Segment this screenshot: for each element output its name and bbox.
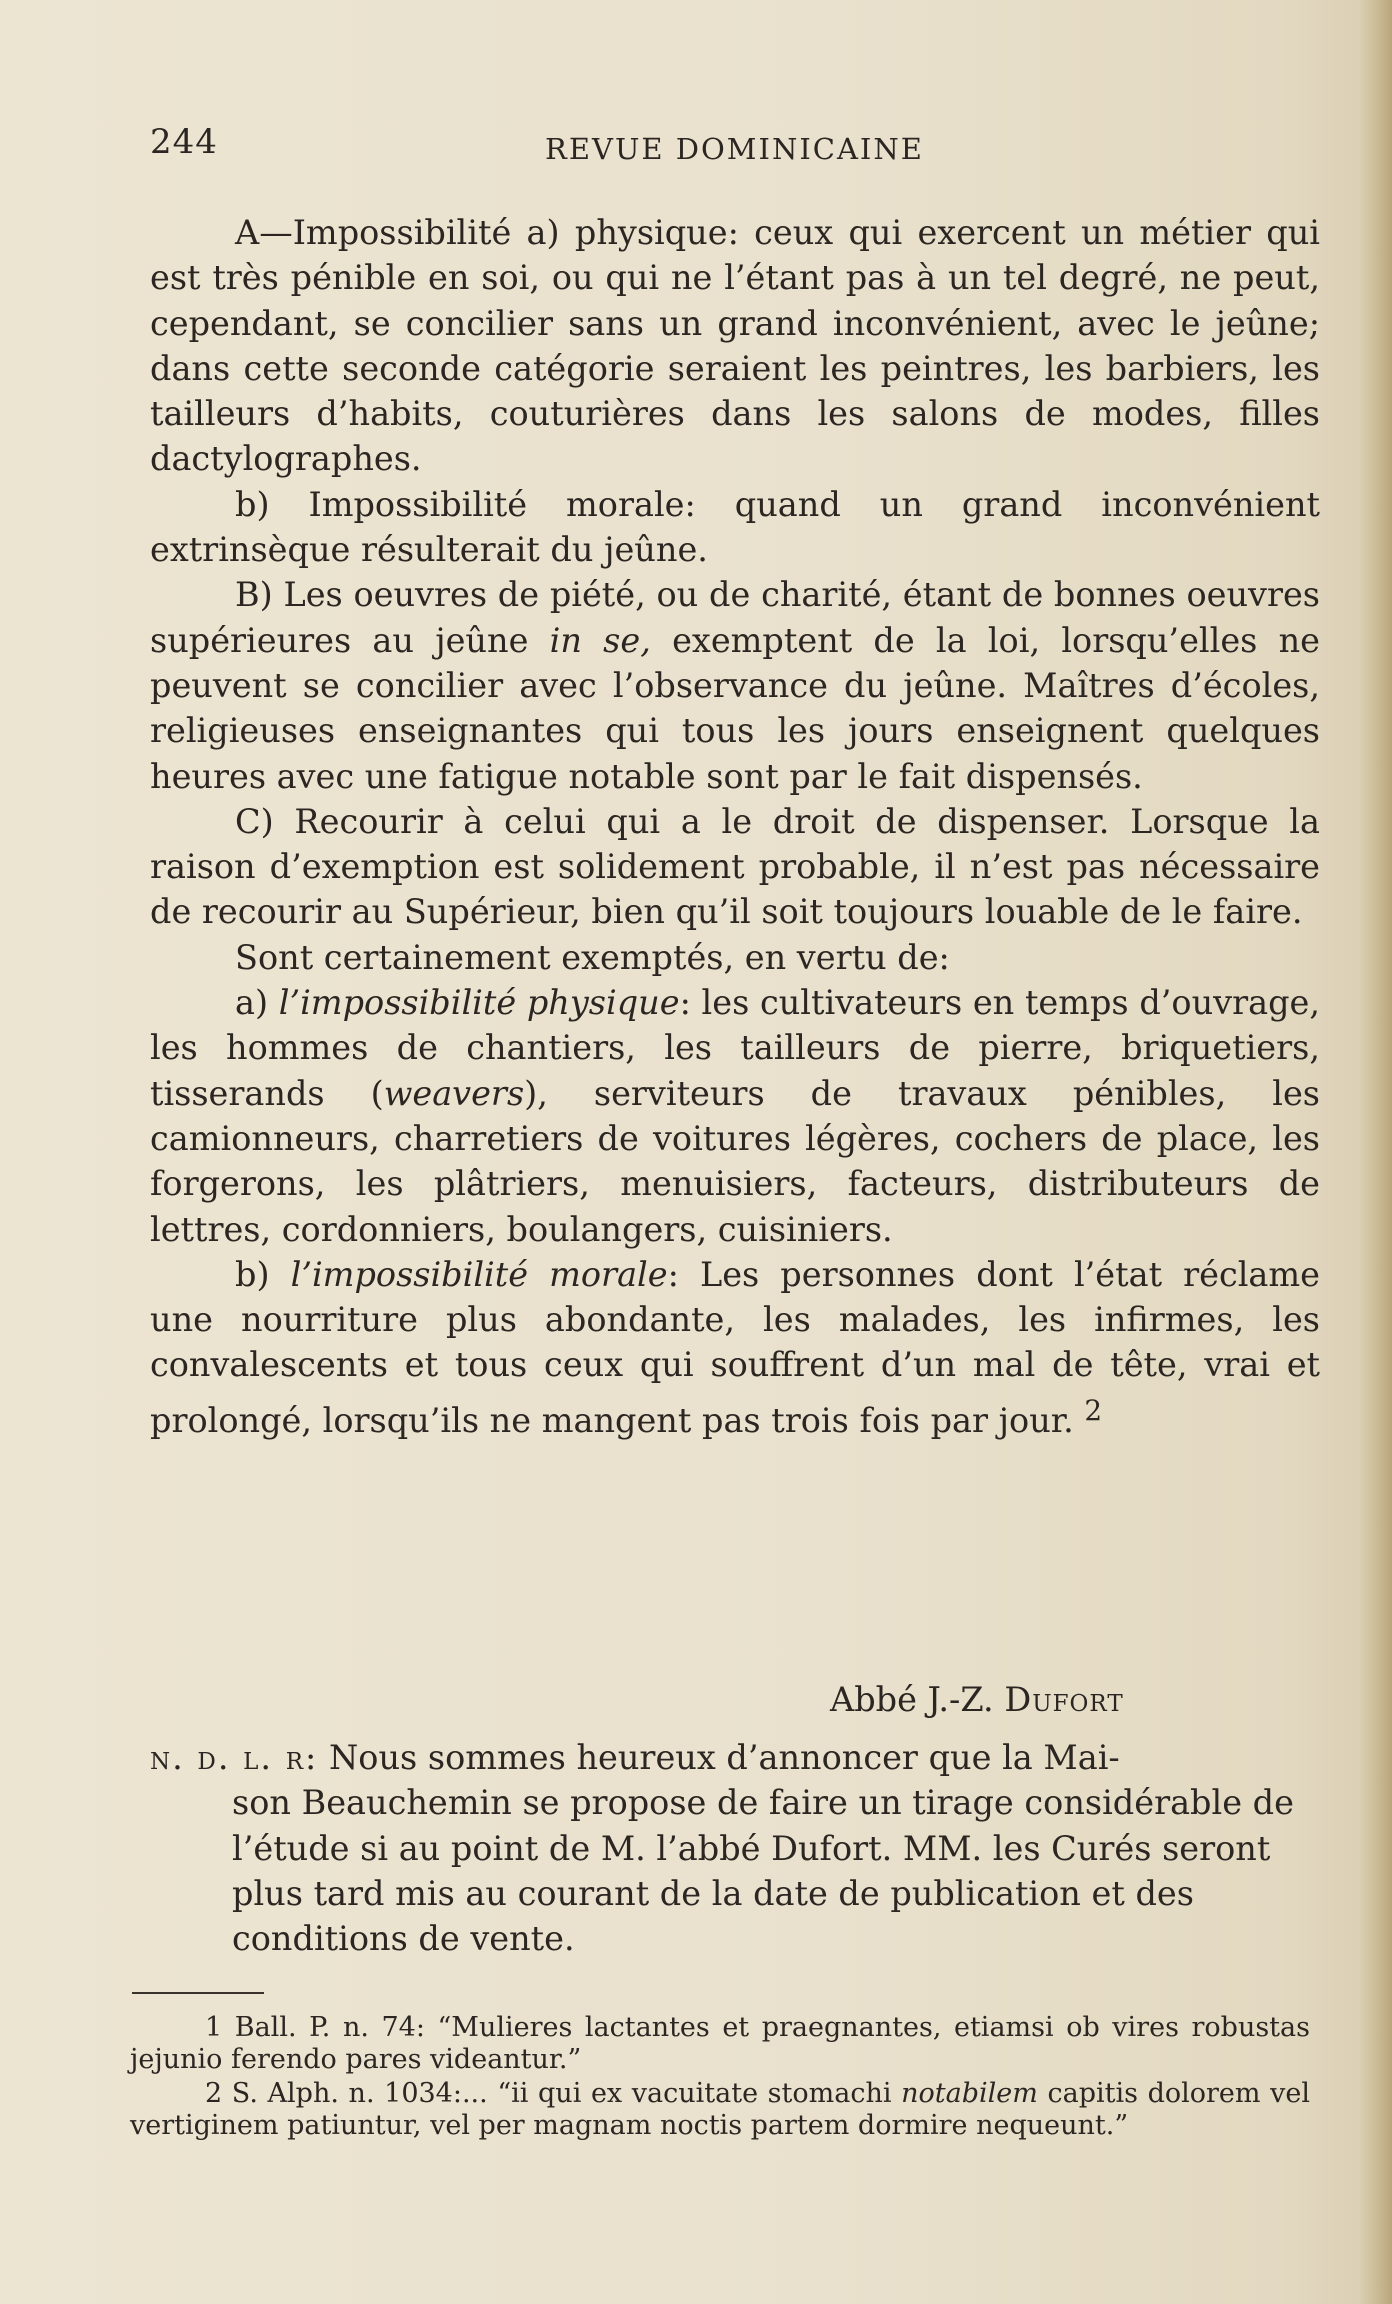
signature-name: Dufort	[1004, 1680, 1124, 1719]
page-header	[150, 122, 1350, 172]
paragraph-oeuvres	[150, 572, 1320, 798]
p6-text-a: a)	[235, 983, 279, 1023]
paragraph-exemptes: Sont certainement exemptés, en vertu de:	[235, 937, 950, 977]
p3-text-a: B) Les oeuvres de piété, ou de charité, étant de bonnes oeuvres supérieures au jeûne	[150, 575, 1320, 660]
page-number: 244	[150, 122, 218, 162]
article-body	[150, 210, 1320, 1443]
footnote-2	[130, 2078, 1310, 2142]
footnote-1: 1 Ball. P. n. 74: “Mulieres lactantes et praegnantes, etiamsi ob vires robustas jejunio ferendo pares videantur.”	[130, 2012, 1310, 2075]
editor-note-first-line: Nous sommes heureux d’annoncer que la Mai-	[318, 1738, 1120, 1777]
footnotes	[130, 2012, 1310, 2144]
p3-text-b: exemptent de la loi, lorsqu’elles ne peuvent se concilier avec l’observance du jeûne. Maîtres d’écoles, religieuses enseignantes qui tous les jours enseignent quelques heures avec une fatigue notable sont par le fait dispensés.	[150, 620, 1320, 796]
p6-text-b: : les cultivateurs en temps d’ouvrage, les hommes de chantiers, les tailleurs de pierre, briquetiers, tisserands (	[150, 983, 1320, 1113]
p6-italic-weavers: weavers	[383, 1073, 525, 1113]
p7-text-b: : Les personnes dont l’état réclame une nourriture plus abondante, les malades, les infirmes, les convalescents et tous ceux qui souffrent d’un mal de tête, vrai et prolongé, lorsqu’ils ne mangent pas trois fois par jour.	[150, 1254, 1320, 1440]
editor-note	[150, 1735, 1310, 1961]
p3-italic: in se,	[549, 620, 651, 660]
footnote-rule	[132, 1992, 264, 1994]
fn2-italic: notabilem	[901, 2078, 1038, 2109]
p6-text-c: ), serviteurs de travaux pénibles, les camionneurs, charretiers de voitures légères, cochers de place, les forgerons, les plâtriers, menuisiers, facteurs, distributeurs de lettres, cordonniers, boulangers, cuisiniers.	[150, 1073, 1320, 1249]
paragraph-morale	[150, 1252, 1320, 1443]
footnote-ref-2: 2	[1084, 1393, 1103, 1427]
fn2-text-b: capitis dolorem vel vertiginem patiuntur, vel per magnam noctis partem dormire nequeunt.”	[130, 2078, 1310, 2141]
author-signature	[830, 1680, 1124, 1719]
page-edge	[1358, 0, 1392, 2304]
p6-italic: l’impossibilité physique	[278, 983, 680, 1023]
running-head: REVUE DOMINICAINE	[545, 132, 924, 166]
p7-italic: l’impossibilité morale	[290, 1254, 668, 1294]
editor-note-label: n. d. l. r:	[150, 1738, 319, 1777]
fn2-text-a: 2 S. Alph. n. 1034:... “ii qui ex vacuitate stomachi	[205, 2078, 902, 2109]
paragraph-recourir: C) Recourir à celui qui a le droit de dispenser. Lorsque la raison d’exemption est solidement probable, il n’est pas nécessaire de recourir au Supérieur, bien qu’il soit toujours louable de le faire.	[150, 801, 1320, 932]
editor-note-text: son Beauchemin se propose de faire un tirage considérable de l’étude si au point de M. l’abbé Dufort. MM. les Curés seront plus tard mis au courant de la date de publication et des conditions de vente.	[232, 1783, 1294, 1959]
signature-prefix: Abbé J.-Z.	[830, 1680, 1005, 1719]
paragraph-impossibilite-b: b) Impossibilité morale: quand un grand inconvénient extrinsèque résulterait du jeûne.	[150, 484, 1320, 570]
paragraph-impossibilite-a: A—Impossibilité a) physique: ceux qui exercent un métier qui est très pénible en soi, ou qui ne l’étant pas à un tel degré, ne peut, cependant, se concilier sans un grand inconvénient, avec le jeûne; dans cette seconde catégorie seraient les peintres, les barbiers, les tailleurs d’habits, couturières dans les salons de modes, filles dactylographes.	[150, 213, 1320, 479]
p7-text-a: b)	[235, 1254, 291, 1294]
paragraph-physique	[150, 980, 1320, 1252]
